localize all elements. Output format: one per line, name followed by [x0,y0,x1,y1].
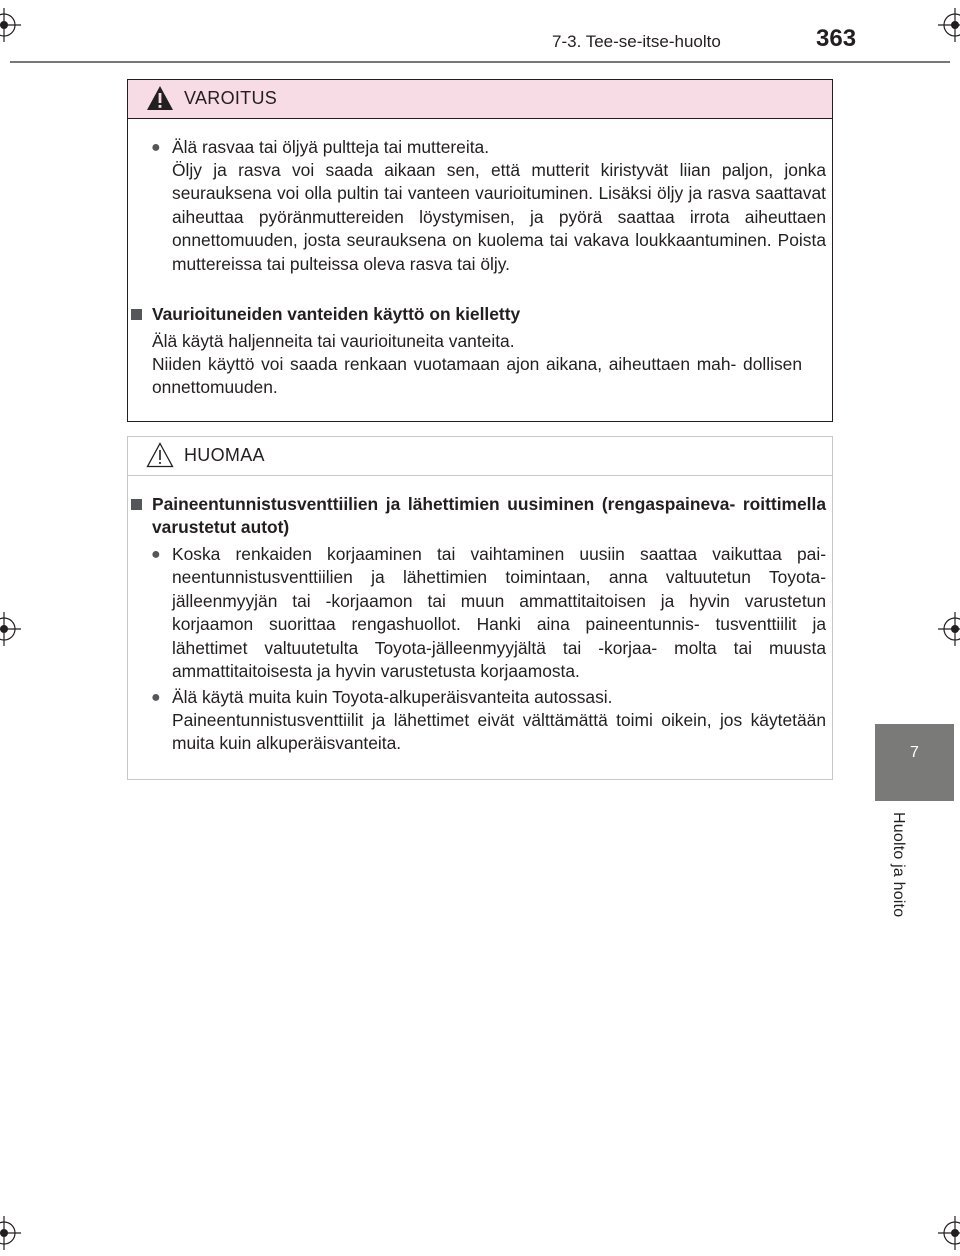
page-number: 363 [816,25,857,52]
warning-section-heading: Vaurioituneiden vanteiden käyttö on kielletty [152,304,521,324]
notice-title: HUOMAA [184,445,265,465]
warning-bullet-body: Öljy ja rasva voi saada aikaan sen, että mutterit kiristyvät liian paljon, jonka seurauksena voi olla pultin tai vanteen vaurioituminen. Lisäksi öljy ja rasva saattavat aiheuttaa pyöränmuttereiden löystymisen, ja pyörä saattaa irrota aiheuttaen onnettomuuden, josta seurauksena on kuolema tai vakava loukkaantuminen. Poista muttereissa tai pulteissa oleva rasva tai öljy. [172,160,826,274]
section-square-icon [131,309,142,320]
warning-title: VAROITUS [184,88,278,108]
bullet-icon: ● [151,546,161,563]
notice-section-heading: Paineentunnistusventtiilien ja lähettimien uusiminen (rengaspaineva- roittimella varustetut autot) [152,494,826,538]
warning-triangle-icon [146,85,174,116]
notice-bullet1: Koska renkaiden korjaaminen tai vaihtaminen uusiin saattaa vaikuttaa pai- neentunnistusventtiilien ja lähettimien toimintaan, anna valtuutetun Toyota-jälleenmyyjän tai -korjaamon tai muun ammattitaitoisen ja hyvin varustetun korjaamon suorittaa rengashuollot. Hanki aina paineentunnis- tusventtiilit ja lähettimet valtuutetulta Toyota-jälleenmyyjältä tai -korjaa- molta tai muusta ammattitaitoisesta ja hyvin varustetusta korjaamosta. [172,544,826,682]
section-title: 7-3. Tee-se-itse-huolto [552,32,721,51]
header-rule [10,61,950,63]
crop-mark-mid-left [0,612,21,646]
warning-box [127,79,833,422]
section-square-icon [131,499,142,510]
warning-section-line2: Niiden käyttö voi saada renkaan vuotamaan ajon aikana, aiheuttaen mah- dollisen onnettomuuden. [152,354,802,398]
notice-bullet2-heading: Älä käytä muita kuin Toyota-alkuperäisvanteita autossasi. [172,687,613,707]
chapter-tab [875,724,954,801]
crop-mark-top-right [938,8,960,42]
warning-header [128,80,832,119]
crop-mark-bottom-left [0,1216,21,1250]
notice-header [128,437,832,476]
crop-mark-bottom-right [938,1216,960,1250]
notice-box [127,436,833,780]
bullet-icon: ● [151,689,161,706]
chapter-label: Huolto ja hoito [890,812,907,918]
crop-mark-mid-right [938,612,960,646]
caution-triangle-icon [146,442,174,473]
warning-section-line1: Älä käytä haljenneita tai vaurioituneita vanteita. [152,331,515,351]
crop-mark-top-left [0,8,21,42]
bullet-icon: ● [151,139,161,156]
chapter-number: 7 [910,744,919,761]
warning-bullet-heading: Älä rasvaa tai öljyä pultteja tai muttereita. [172,137,490,157]
notice-bullet2-body: Paineentunnistusventtiilit ja lähettimet eivät välttämättä toimi oikein, jos käytetään muita kuin alkuperäisvanteita. [172,710,826,754]
